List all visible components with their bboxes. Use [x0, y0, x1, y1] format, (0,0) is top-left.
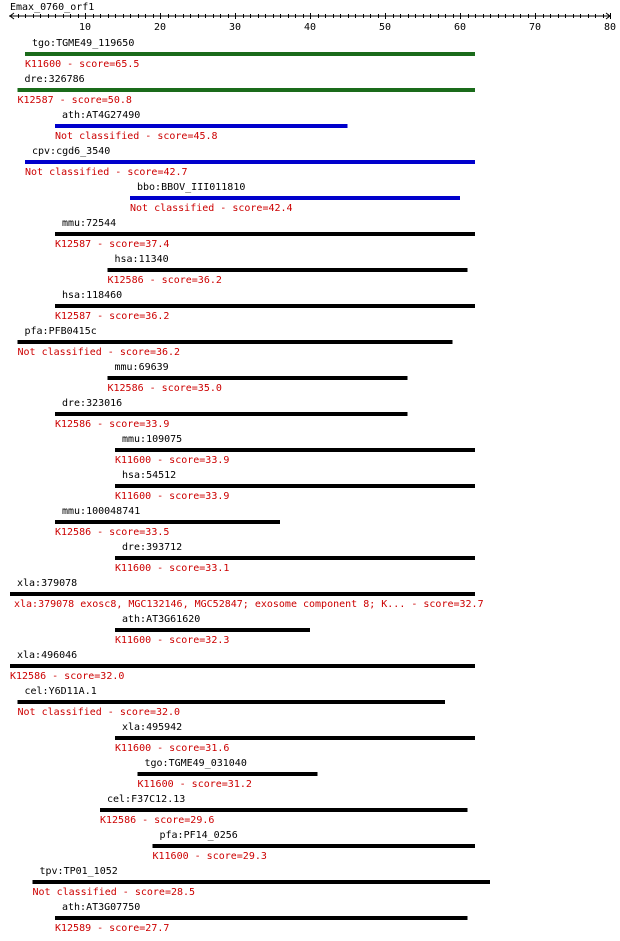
hit-label: mmu:100048741: [62, 506, 141, 517]
hit-row: [108, 362, 408, 394]
hit-row: [130, 182, 460, 214]
hit-label: ath:AT3G07750: [62, 902, 141, 913]
hit-label: hsa:118460: [62, 290, 123, 301]
hit-subtitle: K11600 - score=31.6: [115, 743, 230, 754]
hit-subtitle: K11600 - score=32.3: [115, 635, 230, 646]
hit-bar: [33, 880, 491, 884]
hit-bar: [10, 664, 475, 668]
hit-bar: [115, 448, 475, 452]
hit-label: dre:393712: [122, 542, 183, 553]
axis-tick-label: 50: [378, 22, 392, 33]
hit-subtitle: K11600 - score=33.9: [115, 455, 230, 466]
axis-tick-label: 60: [453, 22, 467, 33]
hit-label: cel:Y6D11A.1: [24, 686, 97, 697]
hit-subtitle: K12586 - score=33.5: [55, 527, 170, 538]
hit-row: [18, 686, 446, 718]
hit-subtitle: xla:379078 exosc8, MGC132146, MGC52847; exosome component 8; K... - score=32.7: [14, 599, 484, 610]
hit-subtitle: K12589 - score=27.7: [55, 923, 170, 934]
hit-row: [18, 74, 476, 106]
hit-label: mmu:72544: [62, 218, 117, 229]
hit-label: xla:496046: [17, 650, 78, 661]
hit-label: pfa:PFB0415c: [24, 326, 97, 337]
hit-bar: [55, 124, 348, 128]
hit-row: [55, 290, 475, 322]
hit-subtitle: Not classified - score=28.5: [32, 887, 196, 898]
hit-row: [10, 650, 475, 682]
hit-row: [55, 902, 468, 934]
hit-bar: [18, 700, 446, 704]
axis-tick-label: 40: [303, 22, 317, 33]
hit-bar: [115, 556, 475, 560]
hit-subtitle: Not classified - score=42.4: [130, 203, 293, 214]
axis-tick-label: 20: [153, 22, 167, 33]
hit-bar: [130, 196, 460, 200]
hit-row: [115, 434, 475, 466]
axis-tick-label: 10: [78, 22, 92, 33]
hit-bar: [153, 844, 476, 848]
hit-bar: [55, 520, 280, 524]
hit-row: [33, 866, 491, 898]
axis-tick-label: 70: [528, 22, 542, 33]
hit-subtitle: Not classified - score=32.0: [17, 707, 181, 718]
hit-row: [10, 578, 484, 610]
hit-row: [100, 794, 468, 826]
hit-row: [138, 758, 318, 790]
hit-row: [25, 38, 475, 70]
hit-subtitle: Not classified - score=36.2: [17, 347, 181, 358]
hit-bar: [55, 232, 475, 236]
hit-bar: [25, 52, 475, 56]
hit-row: [108, 254, 468, 286]
hit-bar: [55, 412, 408, 416]
hit-bar: [18, 340, 453, 344]
hit-subtitle: K11600 - score=65.5: [25, 59, 140, 70]
hit-subtitle: Not classified - score=45.8: [55, 131, 218, 142]
hit-bar: [115, 736, 475, 740]
hit-subtitle: K12587 - score=50.8: [17, 95, 132, 106]
hit-subtitle: K11600 - score=33.9: [115, 491, 230, 502]
hit-bar: [138, 772, 318, 776]
hit-row: [115, 722, 475, 754]
hit-label: dre:323016: [62, 398, 123, 409]
hit-label: xla:379078: [17, 578, 78, 589]
hit-subtitle: K12586 - score=33.9: [55, 419, 170, 430]
hit-bar: [18, 88, 476, 92]
hit-bar: [115, 628, 310, 632]
hit-label: tgo:TGME49_119650: [32, 38, 135, 49]
hit-subtitle: K12586 - score=29.6: [100, 815, 215, 826]
hit-label: pfa:PF14_0256: [159, 830, 238, 841]
hit-label: hsa:54512: [122, 470, 177, 481]
axis-tick-label: 30: [228, 22, 242, 33]
hit-label: cel:F37C12.13: [107, 794, 186, 805]
hit-row: [153, 830, 476, 862]
hit-label: mmu:109075: [122, 434, 183, 445]
hit-row: [55, 398, 408, 430]
hit-row: [55, 110, 348, 142]
hit-label: tpv:TP01_1052: [39, 866, 118, 877]
hit-subtitle: K11600 - score=31.2: [137, 779, 252, 790]
hit-label: ath:AT4G27490: [62, 110, 141, 121]
hit-subtitle: K12586 - score=32.0: [10, 671, 125, 682]
x-axis: [9, 13, 616, 33]
hit-row: [115, 614, 310, 646]
hit-subtitle: K12587 - score=36.2: [55, 311, 170, 322]
hit-label: cpv:cgd6_3540: [32, 146, 111, 157]
hit-row: [115, 542, 475, 574]
hit-subtitle: K11600 - score=29.3: [152, 851, 267, 862]
hit-row: [25, 146, 475, 178]
hit-row: [115, 470, 475, 502]
hit-subtitle: K12587 - score=37.4: [55, 239, 170, 250]
hit-label: tgo:TGME49_031040: [144, 758, 247, 769]
hit-list: [10, 38, 490, 934]
hit-label: dre:326786: [24, 74, 85, 85]
hit-subtitle: K12586 - score=36.2: [107, 275, 222, 286]
hit-subtitle: K12586 - score=35.0: [107, 383, 222, 394]
hit-label: ath:AT3G61620: [122, 614, 201, 625]
axis-tick-label: 80: [603, 22, 617, 33]
hit-bar: [10, 592, 475, 596]
hit-label: hsa:11340: [114, 254, 169, 265]
hit-bar: [115, 484, 475, 488]
hit-row: [55, 218, 475, 250]
hit-row: [18, 326, 453, 358]
hit-bar: [55, 304, 475, 308]
hit-row: [55, 506, 280, 538]
hit-subtitle: Not classified - score=42.7: [25, 167, 188, 178]
chart-title: Emax_0760_orf1: [10, 2, 95, 13]
hit-bar: [100, 808, 468, 812]
hit-bar: [108, 268, 468, 272]
hit-bar: [108, 376, 408, 380]
hit-label: bbo:BBOV_III011810: [137, 182, 246, 193]
hit-label: mmu:69639: [114, 362, 169, 373]
hit-bar: [55, 916, 468, 920]
hit-bar: [25, 160, 475, 164]
hit-subtitle: K11600 - score=33.1: [115, 563, 230, 574]
hit-label: xla:495942: [122, 722, 183, 733]
